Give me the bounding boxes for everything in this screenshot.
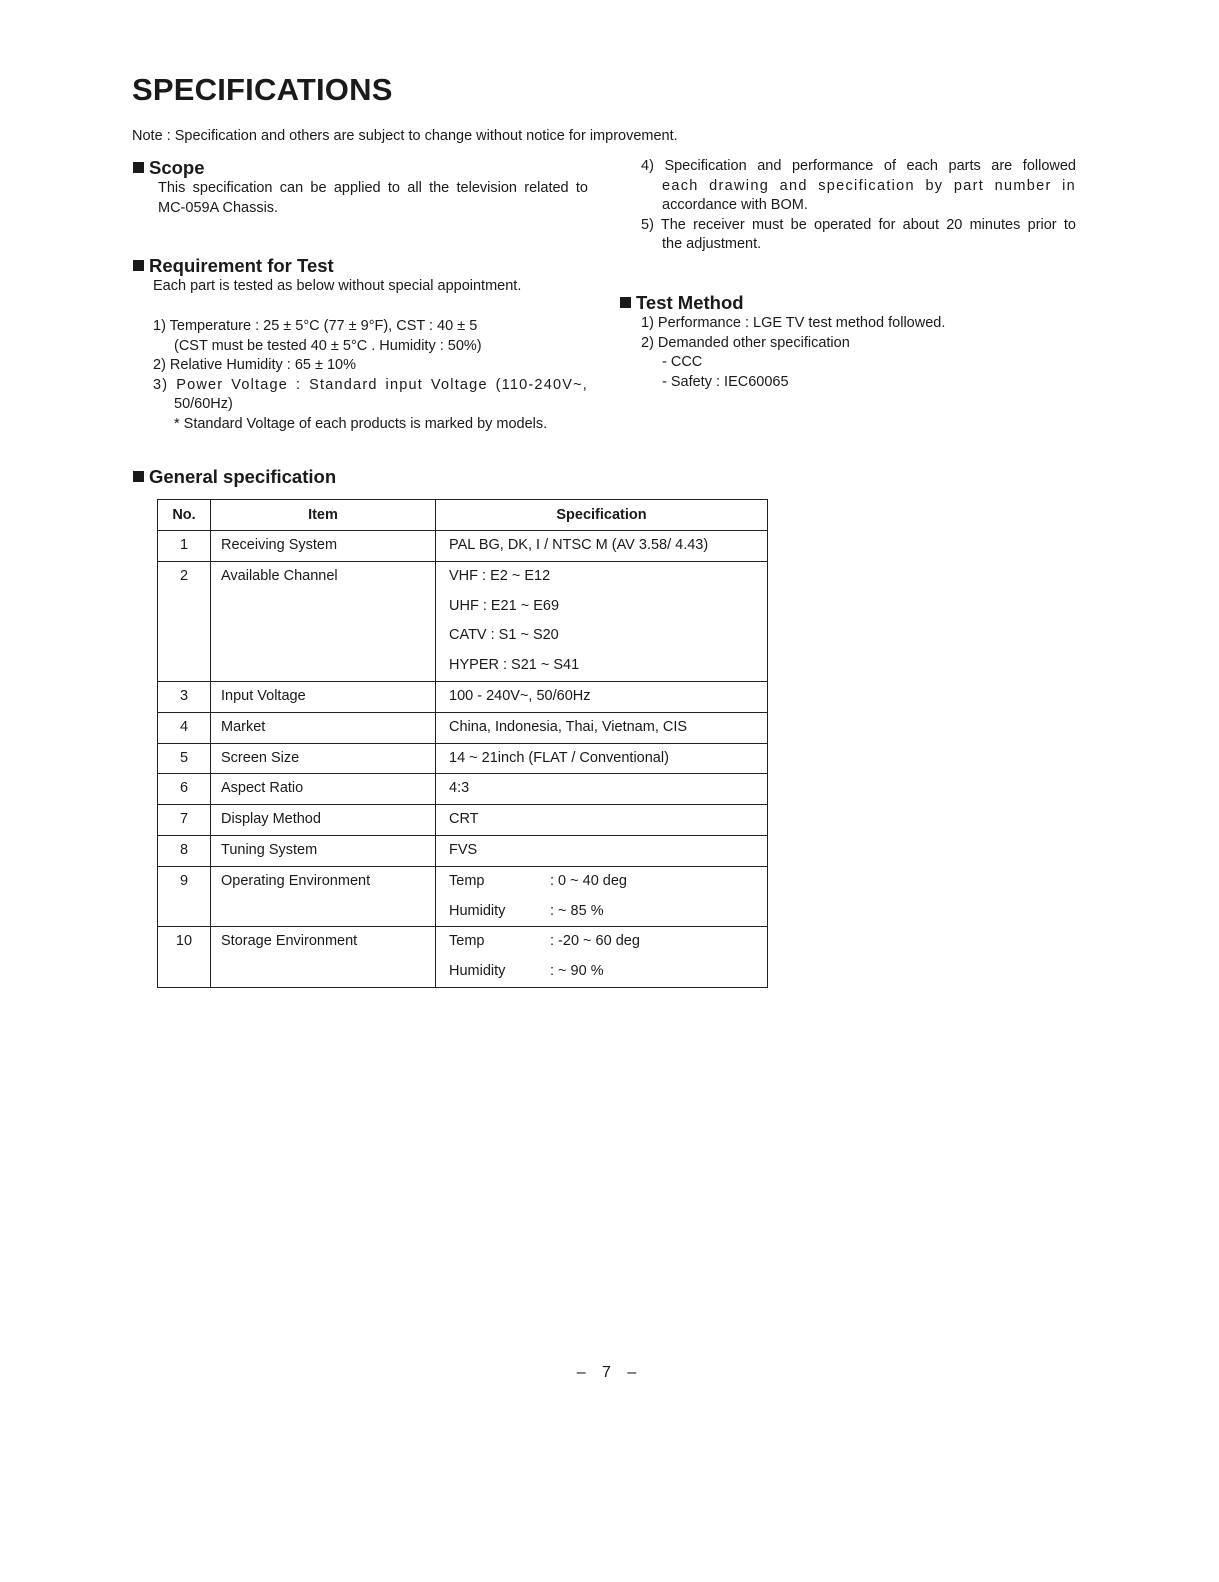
list-item: 50/60Hz) bbox=[174, 396, 233, 413]
spec-line: UHF : E21 ~ E69 bbox=[449, 597, 560, 614]
cell-specification bbox=[436, 866, 768, 927]
list-item: - Safety : IEC60065 bbox=[662, 373, 789, 390]
list-item: 1) Performance : LGE TV test method followed. bbox=[641, 315, 946, 331]
table-row bbox=[158, 866, 768, 927]
list-item: - CCC bbox=[662, 354, 703, 371]
bullet-square-icon bbox=[133, 471, 144, 482]
list-item: 1) Temperature : 25 ± 5°C (77 ± 9°F), CST : 40 ± 5 bbox=[153, 318, 478, 334]
bullet-square-icon bbox=[133, 162, 144, 173]
cell-item: Storage Environment bbox=[211, 927, 436, 988]
column-header-item: Item bbox=[211, 500, 436, 531]
column-header-no: No. bbox=[158, 500, 211, 531]
cell-item: Market bbox=[211, 712, 436, 743]
cell-specification bbox=[436, 531, 768, 562]
cell-no: 2 bbox=[158, 561, 211, 681]
cell-item: Input Voltage bbox=[211, 681, 436, 712]
list-item: (CST must be tested 40 ± 5°C . Humidity : 50%) bbox=[174, 337, 482, 354]
table-row bbox=[158, 561, 768, 681]
note: Note : Specification and others are subject to change without notice for improvement. bbox=[132, 128, 678, 144]
cell-no: 9 bbox=[158, 866, 211, 927]
cell-item: Display Method bbox=[211, 805, 436, 836]
spec-line: CRT bbox=[449, 811, 479, 828]
list-item: accordance with BOM. bbox=[662, 197, 808, 214]
cell-no: 6 bbox=[158, 774, 211, 805]
test-method-heading: Test Method bbox=[620, 292, 744, 314]
cell-no: 3 bbox=[158, 681, 211, 712]
cell-no: 7 bbox=[158, 805, 211, 836]
list-item: 3) Power Voltage : Standard input Voltage (110-240V~, bbox=[153, 376, 588, 393]
spec-line: 14 ~ 21inch (FLAT / Conventional) bbox=[449, 749, 669, 766]
cell-item: Available Channel bbox=[211, 561, 436, 681]
cell-specification bbox=[436, 805, 768, 836]
list-item: 2) Relative Humidity : 65 ± 10% bbox=[153, 357, 356, 374]
spec-line: China, Indonesia, Thai, Vietnam, CIS bbox=[449, 718, 688, 735]
cell-no: 1 bbox=[158, 531, 211, 562]
table-row bbox=[158, 712, 768, 743]
cell-specification bbox=[436, 712, 768, 743]
scope-text: This specification can be applied to all the television related to MC-059A Chassis. bbox=[158, 180, 588, 216]
cell-item: Tuning System bbox=[211, 835, 436, 866]
table-row bbox=[158, 743, 768, 774]
spec-line: VHF : E2 ~ E12 bbox=[449, 567, 551, 584]
bullet-square-icon bbox=[620, 297, 631, 308]
spec-line: 100 - 240V~, 50/60Hz bbox=[449, 687, 591, 704]
cell-no: 4 bbox=[158, 712, 211, 743]
spec-label: Temp bbox=[449, 872, 485, 889]
list-item: 5) The receiver must be operated for about 20 minutes prior to bbox=[641, 216, 1076, 233]
requirement-intro: Each part is tested as below without special appointment. bbox=[153, 278, 522, 294]
table-row bbox=[158, 805, 768, 836]
page-title: SPECIFICATIONS bbox=[132, 72, 393, 107]
column-header-specification: Specification bbox=[436, 500, 768, 531]
spec-label: Temp bbox=[449, 933, 485, 950]
cell-specification bbox=[436, 561, 768, 681]
table-row bbox=[158, 681, 768, 712]
table-row bbox=[158, 531, 768, 562]
table-header-row bbox=[158, 500, 768, 531]
cell-no: 10 bbox=[158, 927, 211, 988]
list-item: each drawing and specification by part number in bbox=[662, 177, 1076, 194]
requirement-list bbox=[153, 317, 588, 435]
table-row bbox=[158, 927, 768, 988]
cell-specification bbox=[436, 681, 768, 712]
spec-line: PAL BG, DK, I / NTSC M (AV 3.58/ 4.43) bbox=[449, 537, 709, 553]
cell-specification bbox=[436, 927, 768, 988]
spec-table bbox=[157, 499, 768, 988]
requirement-list-continued bbox=[641, 157, 1076, 255]
spec-line bbox=[436, 897, 767, 927]
spec-label: Humidity bbox=[449, 963, 506, 980]
requirement-heading: Requirement for Test bbox=[133, 255, 334, 277]
list-item: 4) Specification and performance of each parts are followed bbox=[641, 158, 1076, 174]
cell-specification bbox=[436, 743, 768, 774]
spec-line bbox=[436, 867, 767, 897]
spec-line: 4:3 bbox=[449, 780, 470, 797]
cell-no: 8 bbox=[158, 835, 211, 866]
spec-value: : -20 ~ 60 deg bbox=[550, 933, 640, 950]
cell-no: 5 bbox=[158, 743, 211, 774]
cell-specification bbox=[436, 774, 768, 805]
list-item: 2) Demanded other specification bbox=[641, 334, 850, 351]
general-spec-heading: General specification bbox=[133, 466, 336, 488]
table-row bbox=[158, 774, 768, 805]
spec-line: CATV : S1 ~ S20 bbox=[449, 627, 559, 644]
list-item: the adjustment. bbox=[662, 236, 762, 253]
cell-specification bbox=[436, 835, 768, 866]
scope-heading: Scope bbox=[133, 157, 205, 179]
spec-value: : ~ 90 % bbox=[550, 963, 604, 980]
spec-line: FVS bbox=[449, 841, 478, 858]
list-item: * Standard Voltage of each products is marked by models. bbox=[174, 415, 548, 432]
spec-value: : ~ 85 % bbox=[550, 902, 604, 919]
spec-line bbox=[436, 927, 767, 957]
table-row bbox=[158, 835, 768, 866]
cell-item: Operating Environment bbox=[211, 866, 436, 927]
cell-item: Aspect Ratio bbox=[211, 774, 436, 805]
bullet-square-icon bbox=[133, 260, 144, 271]
spec-line: HYPER : S21 ~ S41 bbox=[449, 657, 580, 674]
cell-item: Receiving System bbox=[211, 531, 436, 562]
spec-label: Humidity bbox=[449, 902, 506, 919]
spec-line bbox=[436, 957, 767, 987]
spec-value: : 0 ~ 40 deg bbox=[550, 872, 627, 889]
test-method-list bbox=[641, 314, 945, 392]
page-number: – 7 – bbox=[576, 1364, 643, 1381]
cell-item: Screen Size bbox=[211, 743, 436, 774]
